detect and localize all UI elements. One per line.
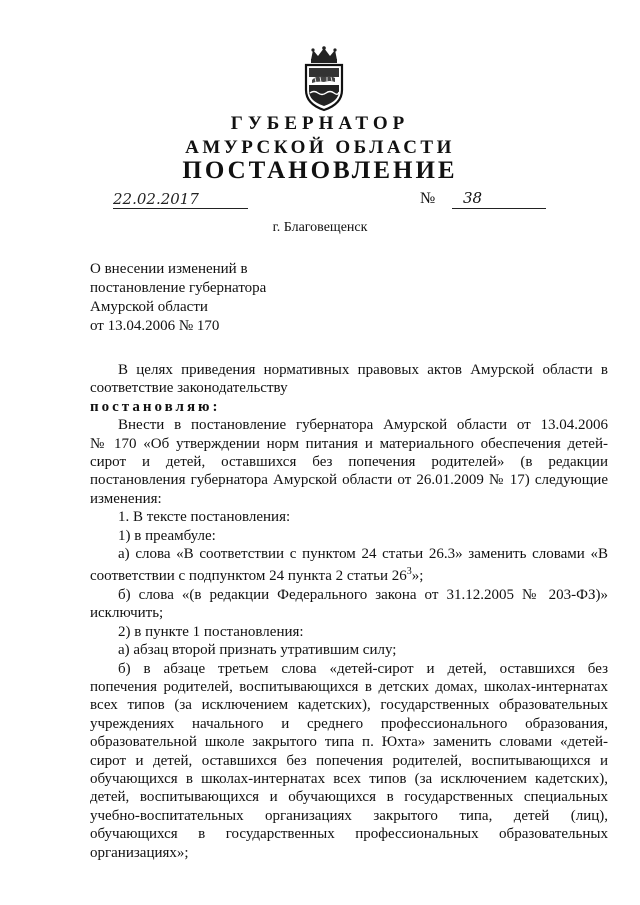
document-number: 38 — [463, 189, 483, 207]
city: г. Благовещенск — [272, 220, 368, 235]
body-line: попечения родителей, воспитывающихся в детских домах, школах-интернатах — [90, 678, 608, 695]
document-date: 22.02.2017 — [113, 190, 199, 208]
body-line: всех типов (за исключением кадетских), государственных образовательных — [90, 697, 608, 714]
body-line: соответствие законодательству — [90, 380, 288, 397]
number-label: № — [420, 190, 436, 207]
subject-line: О внесении изменений в — [90, 261, 248, 277]
list-item: б) в абзаце третьем слова «детей-сирот и детей, оставшихся без — [118, 660, 608, 677]
body-line: образовательной школе закрытого типа п. Юхта» заменить словами «детей- — [90, 734, 608, 751]
body-line: учреждениях начального и среднего профессионального образования, — [90, 715, 608, 732]
body-line: обучающихся в школах-интернатах всех типов (за исключением кадетских), — [90, 770, 608, 787]
date-underline — [113, 208, 248, 209]
body-line: обучающихся в государственных профессиональных образовательных — [90, 826, 608, 843]
list-item: б) слова «(в редакции Федерального закона от 31.12.2005 № 203-ФЗ)» — [118, 586, 608, 603]
list-item: 2) в пункте 1 постановления: — [118, 623, 304, 640]
body-line: организациях»; — [90, 844, 189, 861]
subject-line: от 13.04.2006 № 170 — [90, 318, 220, 334]
body-line: изменения: — [90, 490, 162, 507]
subject-block — [90, 260, 266, 336]
superscript: 3 — [406, 566, 412, 578]
list-item: 1) в преамбуле: — [118, 527, 216, 544]
list-item-continuation: исключить; — [90, 605, 164, 622]
list-item: а) слова «В соответствии с пунктом 24 статьи 26.3» заменить словами «В — [118, 546, 608, 563]
list-item-text: »; — [411, 568, 424, 585]
decree-word: постановляю: — [90, 398, 221, 415]
list-item: 1. В тексте постановления: — [118, 509, 291, 526]
issuer-title: ГУБЕРНАТОР — [230, 113, 410, 134]
number-underline — [452, 208, 546, 209]
subject-line: Амурской области — [90, 299, 208, 315]
body-line: В целях приведения нормативных правовых актов Амурской области в — [118, 362, 608, 378]
body-line: сирот и детей, оставшихся без попечения родителей, воспитывающихся и — [90, 752, 608, 769]
document-type-title: ПОСТАНОВЛЕНИЕ — [182, 157, 458, 184]
body-line: сирот и детей, оставшихся без попечения родителей» (в редакции — [90, 454, 608, 471]
list-item: а) абзац второй признать утратившим силу; — [118, 642, 397, 659]
document-body — [90, 361, 608, 862]
body-line: детей, воспитывающихся и обучающихся в государственных специальных — [90, 789, 608, 806]
body-line: № 170 «Об утверждении норм питания и материального обеспечения детей- — [90, 435, 608, 452]
body-line: учебно-воспитательных организациях закрытого типа, детей (лиц), — [90, 807, 608, 824]
issuer-region: АМУРСКОЙ ОБЛАСТИ — [185, 137, 455, 158]
body-line: постановления губернатора Амурской области от 26.01.2009 № 17) следующие — [90, 472, 608, 489]
list-item-text: соответствии с подпунктом 24 пункта 2 статьи 26 — [90, 568, 407, 585]
coat-of-arms-emblem — [297, 46, 351, 112]
list-item-continuation — [90, 563, 608, 585]
subject-line: постановление губернатора — [90, 280, 267, 296]
body-line: Внести в постановление губернатора Амурской области от 13.04.2006 — [118, 417, 608, 434]
